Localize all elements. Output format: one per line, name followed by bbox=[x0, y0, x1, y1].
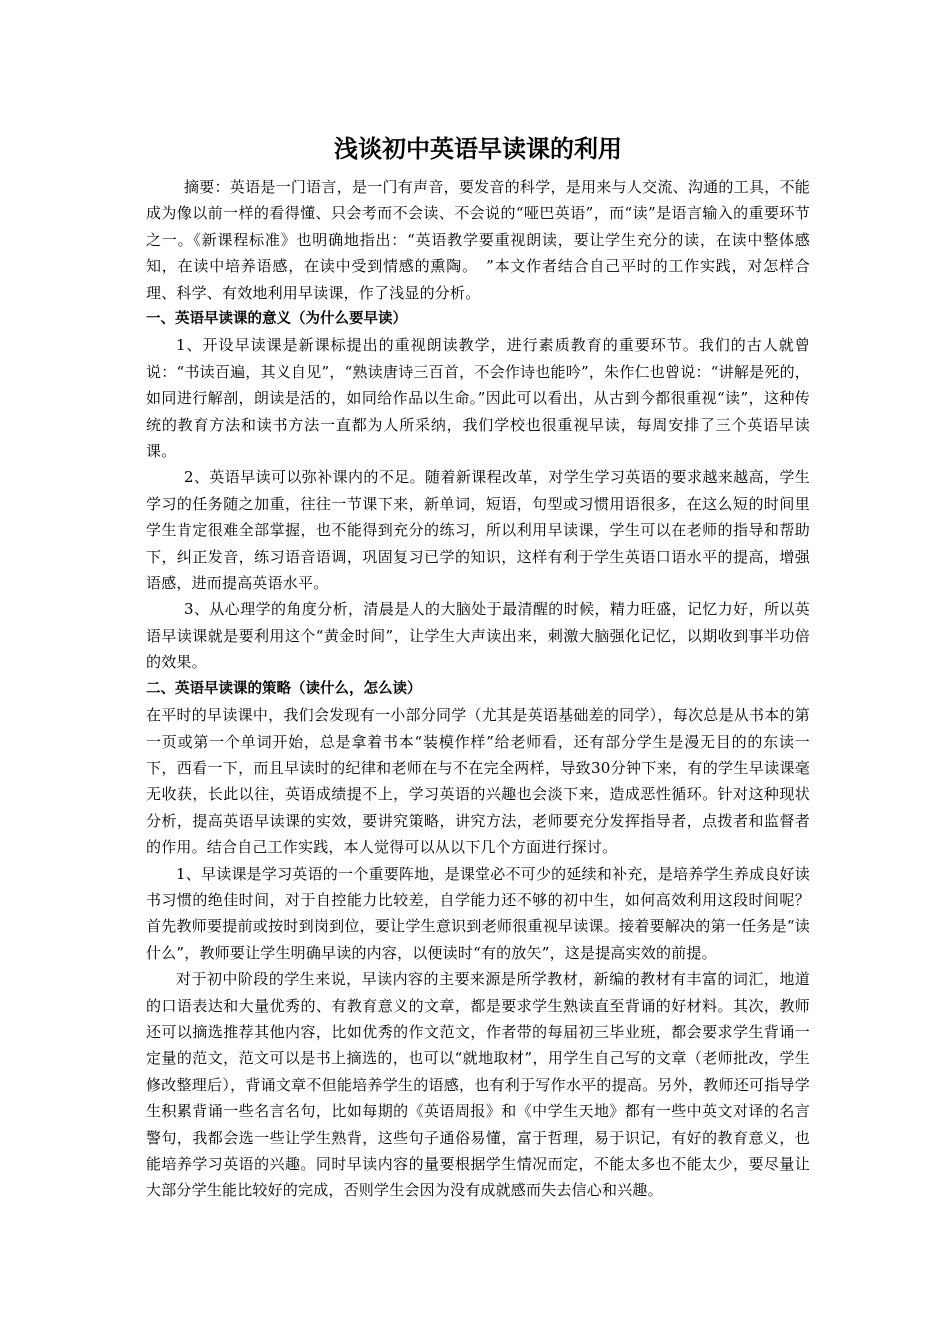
section-1-paragraph-1: 1、开设早读课是新课标提出的重视朗读教学，进行素质教育的重要环节。我们的古人就曾说：“书读百遍，其义自见”，“熟读唐诗三百首，不会作诗也能吟”，朱作仁也曾说：“讲解是死的，如同进行解剖，朗读是活的，如同给作品以生命。”因此可以看出，从古到今都很重视“读”，这种传统的教育方法和读书方法一直都为人所采纳，我们学校也很重视早读，每周安排了三个英语早读课。 bbox=[146, 336, 810, 461]
section-2-paragraph-2: 对于初中阶段的学生来说，早读内容的主要来源是所学教材，新编的教材有丰富的词汇，地道的口语表达和大量优秀的、有教育意义的文章，都是要求学生熟读直至背诵的好材料。其次，教师还可以摘选推荐其他内容，比如优秀的作文范文，作者带的每届初三毕业班，都会要求学生背诵一定量的范文，范文可以是书上摘选的，也可以“就地取材”，用学生自己写的文章（老师批改，学生修改整理后），背诵文章不但能培养学生的语感，也有利于写作水平的提高。另外，教师还可指导学生积累背诵一些名言名句，比如每期的《英语周报》和《中学生天地》都有一些中英文对译的名言警句，我都会选一些让学生熟背，这些句子通俗易懂，富于哲理，易于识记，有好的教育意义，也能培养学习英语的兴趣。同时早读内容的量要根据学生情况而定，不能太多也不能太少，要尽量让大部分学生能比较好的完成，否则学生会因为没有成就感而失去信心和兴趣。 bbox=[146, 970, 810, 1200]
section-2-paragraph-1: 1、早读课是学习英语的一个重要阵地，是课堂必不可少的延续和补充，是培养学生养成良好读书习惯的绝佳时间，对于自控能力比较差，自学能力还不够的初中生，如何高效利用这段时间呢？首先教师要提前或按时到岗到位，要让学生意识到老师很重视早读课。接着要解决的第一任务是“读什么”，教师要让学生明确早读的内容，以便读时“有的放矢”，这是提高实效的前提。 bbox=[146, 864, 810, 962]
section-1-paragraph-2: 2、英语早读可以弥补课内的不足。随着新课程改革，对学生学习英语的要求越来越高，学生学习的任务随之加重，往往一节课下来，新单词，短语，句型或习惯用语很多，在这么短的时间里学生肯定很难全部掌握，也不能得到充分的练习，所以利用早读课，学生可以在老师的指导和帮助下，纠正发音，练习语音语调，巩固复习已学的知识，这样有利于学生英语口语水平的提高，增强语感，进而提高英语水平。 bbox=[146, 468, 810, 593]
section-2-heading: 二、英语早读课的策略（读什么，怎么读） bbox=[146, 680, 422, 697]
section-2-intro-paragraph: 在平时的早读课中，我们会发现有一小部分同学（尤其是英语基础差的同学），每次总是从书本的第一页或第一个单词开始，总是拿着书本“装模作样”给老师看，还有部分学生是漫无目的的东读一下，西看一下，而且早读时的纪律和老师在与不在完全两样，导致30分钟下来，有的学生早读课毫无收获，长此以往，英语成绩提不上，学习英语的兴趣也会淡下来，造成恶性循环。针对这种现状分析，提高英语早读课的实效，要讲究策略，讲究方法，老师要充分发挥指导者，点拨者和监督者的作用。结合自己工作实践，本人觉得可以从以下几个方面进行探讨。 bbox=[146, 706, 810, 857]
abstract-paragraph: 摘要：英语是一门语言，是一门有声音，要发音的科学，是用来与人交流、沟通的工具，不能成为像以前一样的看得懂、只会考而不会读、不会说的“哑巴英语”，而“读”是语言输入的重要环节之一。《新课程标准》也明确地指出：“英语教学要重视朗读，要让学生充分的读，在读中整体感知，在读中培养语感，在读中受到情感的熏陶。 ”本文作者结合自己平时的工作实践，对怎样合理、科学、有效地利用早读课，作了浅显的分析。 bbox=[146, 178, 810, 302]
section-1-paragraph-3: 3、从心理学的角度分析，清晨是人的大脑处于最清醒的时候，精力旺盛，记忆力好，所以英语早读课就是要利用这个“黄金时间”，让学生大声读出来，刺激大脑强化记忆，以期收到事半功倍的效果。 bbox=[146, 600, 810, 672]
document-page bbox=[146, 132, 810, 1204]
section-1-heading: 一、英语早读课的意义（为什么要早读） bbox=[146, 311, 407, 328]
document-title: 浅谈初中英语早读课的利用 bbox=[334, 135, 622, 163]
